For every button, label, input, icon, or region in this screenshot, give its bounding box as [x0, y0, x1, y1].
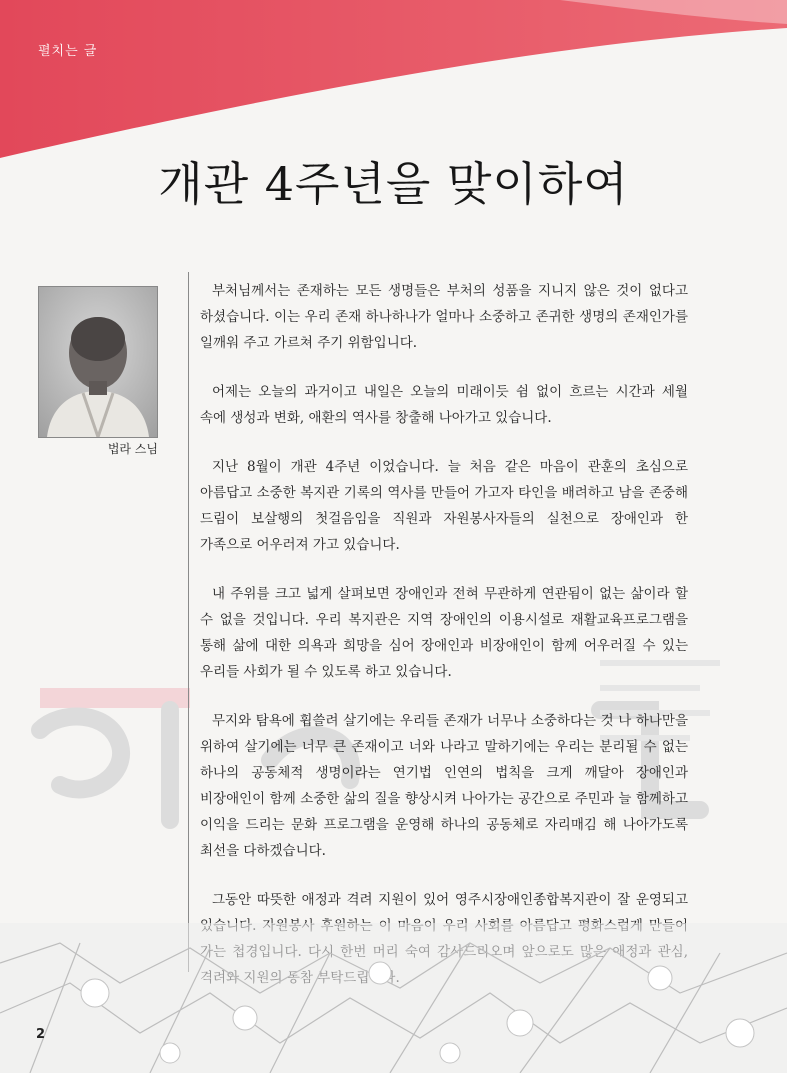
article-body [200, 278, 688, 1014]
floral-pattern-border [0, 923, 787, 1073]
article-title: 개관 4주년을 맞이하여 [158, 157, 629, 211]
header-banner [0, 0, 787, 160]
body-paragraph: 어제는 오늘의 과거이고 내일은 오늘의 미래이듯 쉼 없이 흐르는 시간과 세월 속에 생성과 변화, 애환의 역사를 창출해 나아가고 있습니다. [200, 384, 688, 426]
body-paragraph: 지난 8월이 개관 4주년 이었습니다. 늘 처음 같은 마음이 관훈의 초심으로 아름답고 소중한 복지관 기록의 역사를 만들어 가고자 타인을 배려하고 남을 존중해 드림이 보살행의 첫걸음임을 직원과 자원봉사자들의 실천으로 장애인과 한 가족으로 어우러져 가고 있습니다. [200, 459, 688, 553]
body-paragraph: 부처님께서는 존재하는 모든 생명들은 부처의 성품을 지니지 않은 것이 없다고 하셨습니다. 이는 우리 존재 하나하나가 얼마나 소중하고 존귀한 생명의 존재인가를 일깨워 주고 가르쳐 주기 위함입니다. [200, 283, 688, 351]
body-paragraph: 그동안 따뜻한 애정과 격려 지원이 있어 영주시장애인종합복지관이 잘 운영되고 [212, 892, 688, 908]
section-label: 펼치는 글 [38, 44, 98, 59]
body-paragraph: 무지와 탐욕에 휩쓸려 살기에는 우리들 존재가 너무나 소중하다는 것 나 하나만을 위하여 살기에는 너무 큰 존재이고 너와 나라고 말하기에는 우리는 분리될 수 없는 하나의 공동체적 생명이라는 연기법 인연의 법칙을 크게 깨달아 장애인과 비장애인이 함께 소중한 삶의 질을 향상시켜 나아가는 공간으로 주민과 늘 함께하고 이익을 드리는 문화 프로그램을 운영해 하나의 공동체로 자리매김 해 나아가도록 최선을 다하겠습니다. [200, 713, 688, 859]
author-caption: 법라 스님 [107, 442, 158, 456]
page-number: 2 [36, 1027, 46, 1042]
author-photo [38, 286, 158, 438]
body-paragraph: 내 주위를 크고 넓게 살펴보면 장애인과 전혀 무관하게 연관됨이 없는 삶이라 할 수 없을 것입니다. 우리 복지관은 지역 장애인의 이용시설로 재활교육프로그램을 통해 삶에 대한 의욕과 희망을 심어 장애인과 비장애인이 함께 어우러질 수 있는 우리들 사회가 될 수 있도록 하고 있습니다. [200, 586, 688, 680]
vertical-divider [188, 272, 189, 972]
